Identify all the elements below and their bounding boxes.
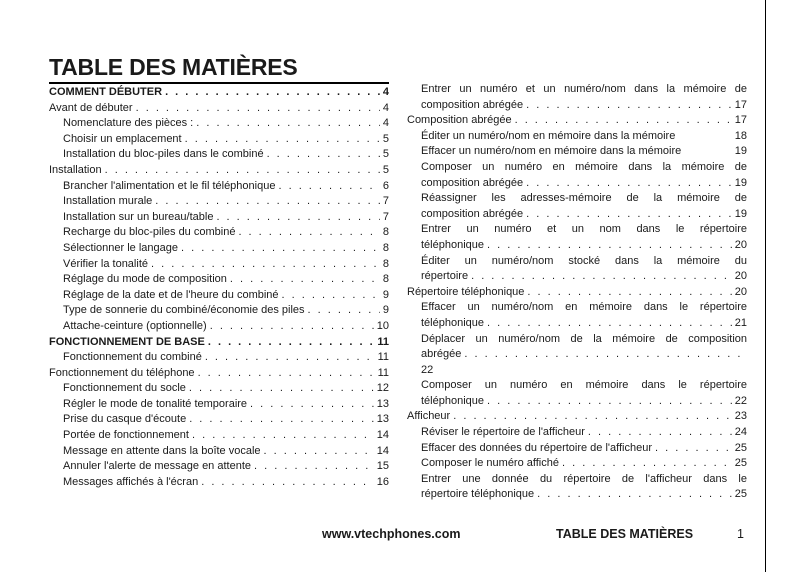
dot-leader xyxy=(155,194,380,210)
toc-entry-page: 14 xyxy=(376,444,389,457)
dot-leader xyxy=(264,444,374,460)
toc-entry[interactable] xyxy=(407,285,747,301)
toc-entry[interactable] xyxy=(49,194,389,210)
toc-entry[interactable] xyxy=(49,288,389,304)
toc-entry[interactable] xyxy=(49,116,389,132)
toc-entry[interactable] xyxy=(407,98,747,114)
toc-entry-page: 11 xyxy=(377,351,389,364)
toc-entry[interactable] xyxy=(407,441,747,457)
toc-entry-page: 7 xyxy=(382,210,389,223)
toc-entry[interactable] xyxy=(407,238,747,254)
title-underline xyxy=(49,82,389,84)
dot-leader xyxy=(537,487,732,503)
toc-entry[interactable] xyxy=(49,444,389,460)
dot-leader xyxy=(250,397,374,413)
toc-entry-text: abrégée xyxy=(421,348,462,361)
toc-entry-page: 8 xyxy=(382,241,389,254)
dot-leader xyxy=(278,179,379,195)
dot-leader xyxy=(527,285,731,301)
toc-entry-page: 19 xyxy=(734,145,747,158)
toc-entry-text: téléphonique xyxy=(421,238,485,251)
toc-entry-text: Fonctionnement du téléphone xyxy=(49,366,195,379)
toc-entry-page: 19 xyxy=(734,207,747,220)
toc-entry[interactable] xyxy=(407,487,747,503)
toc-entry-page: 14 xyxy=(376,429,389,442)
page-title: TABLE DES MATIÈRES xyxy=(49,54,298,80)
toc-entry-page: 22 xyxy=(421,363,434,376)
toc-entry-text: Éditer un numéro/nom en mémoire dans la mémoire xyxy=(421,129,676,142)
toc-entry-text: Effacer un numéro/nom en mémoire dans le répertoire xyxy=(421,301,747,314)
toc-entry-text: Sélectionner le langage xyxy=(63,241,178,254)
toc-entry-page: 13 xyxy=(376,413,389,426)
toc-entry[interactable] xyxy=(407,144,747,160)
toc-entry-text: Afficheur xyxy=(407,410,451,423)
toc-entry[interactable] xyxy=(407,176,747,192)
toc-entry-page: 5 xyxy=(382,132,389,145)
toc-entry-text: Avant de débuter xyxy=(49,101,133,114)
toc-entry-text: Portée de fonctionnement xyxy=(63,429,189,442)
toc-entry-text: Répertoire téléphonique xyxy=(407,285,525,298)
toc-entry[interactable] xyxy=(49,397,389,413)
toc-entry[interactable] xyxy=(49,459,389,475)
toc-entry-page: 9 xyxy=(382,288,389,301)
toc-entry-page: 20 xyxy=(734,238,747,251)
toc-entry-text: Composer un numéro en mémoire dans la mémoire de xyxy=(421,160,747,173)
toc-entry[interactable] xyxy=(49,225,389,241)
toc-entry-text: Composer un numéro en mémoire dans le répertoire xyxy=(421,379,747,392)
toc-entry[interactable] xyxy=(49,475,389,491)
toc-entry-text: Vérifier la tonalité xyxy=(63,257,148,270)
toc-entry-text: composition abrégée xyxy=(421,98,524,111)
dot-leader xyxy=(205,350,375,366)
dot-leader xyxy=(562,456,732,472)
toc-entry-page: 24 xyxy=(734,426,747,439)
toc-entry[interactable] xyxy=(49,366,389,382)
toc-entry-page: 19 xyxy=(734,176,747,189)
footer-section-title: TABLE DES MATIÈRES xyxy=(556,527,694,541)
toc-entry-text: Type de sonnerie du combiné/économie des piles xyxy=(63,304,305,317)
toc-entry-text: Réglage de la date et de l'heure du combiné xyxy=(63,288,279,301)
toc-entry-page: 9 xyxy=(382,304,389,317)
dot-leader xyxy=(185,132,380,148)
toc-entry-text: Réglage du mode de composition xyxy=(63,273,227,286)
toc-entry-text: répertoire téléphonique xyxy=(421,488,535,501)
toc-entry[interactable] xyxy=(49,381,389,397)
toc-entry-text: Installation murale xyxy=(63,195,153,208)
toc-entry-page: 6 xyxy=(382,179,389,192)
toc-entry-text: Prise du casque d'écoute xyxy=(63,413,187,426)
dot-leader xyxy=(487,316,732,332)
dot-leader xyxy=(216,210,379,226)
toc-entry-text: Effacer des données du répertoire de l'afficheur xyxy=(421,441,653,454)
toc-entry-page: 8 xyxy=(382,226,389,239)
toc-entry-page: 8 xyxy=(382,257,389,270)
toc-entry-text: Composer le numéro affiché xyxy=(421,457,559,470)
toc-entry[interactable] xyxy=(49,428,389,444)
toc-entry-page: 15 xyxy=(376,460,389,473)
toc-entry-page: 20 xyxy=(734,270,747,283)
toc-left-column xyxy=(49,85,389,490)
toc-entry-text: Entrer une donnée du répertoire de l'afficheur dans le xyxy=(421,472,747,485)
toc-entry-page: 4 xyxy=(382,86,389,98)
toc-entry[interactable] xyxy=(49,147,389,163)
toc-entry-page: 7 xyxy=(382,195,389,208)
toc-entry[interactable] xyxy=(407,129,747,145)
toc-entry-page: 4 xyxy=(382,101,389,114)
toc-entry-text: COMMENT DÉBUTER xyxy=(49,86,163,98)
toc-entry[interactable] xyxy=(49,335,389,351)
toc-entry-text: Installation xyxy=(49,163,102,176)
dot-leader xyxy=(196,116,380,132)
toc-entry-text: Composition abrégée xyxy=(407,114,512,127)
dot-leader xyxy=(198,366,375,382)
dot-leader xyxy=(105,163,380,179)
toc-entry-page: 25 xyxy=(734,488,747,501)
toc-entry[interactable] xyxy=(407,425,747,441)
toc-entry[interactable] xyxy=(407,347,747,363)
toc-entry-text: Entrer un numéro et un nom dans le répertoire xyxy=(421,223,747,236)
toc-entry-text: Installation sur un bureau/table xyxy=(63,210,214,223)
toc-entry-page: 11 xyxy=(377,366,389,379)
toc-entry[interactable] xyxy=(407,113,747,129)
toc-entry[interactable] xyxy=(49,132,389,148)
dot-leader xyxy=(267,147,380,163)
dot-leader xyxy=(208,335,375,351)
toc-entry[interactable] xyxy=(49,210,389,226)
toc-entry-text: composition abrégée xyxy=(421,176,524,189)
dot-leader xyxy=(136,101,380,117)
toc-entry[interactable] xyxy=(49,163,389,179)
toc-entry-page: 4 xyxy=(382,117,389,130)
dot-leader xyxy=(238,225,379,241)
toc-entry-text: Entrer un numéro et un numéro/nom dans la mémoire de xyxy=(421,83,747,95)
toc-entry-text: Messages affichés à l'écran xyxy=(63,475,199,488)
toc-entry-text: Choisir un emplacement xyxy=(63,132,182,145)
toc-entry-text: Éditer un numéro/nom stocké dans la mémoire du xyxy=(421,254,747,267)
toc-entry[interactable] xyxy=(49,241,389,257)
dot-leader xyxy=(189,381,374,397)
dot-leader xyxy=(526,98,732,114)
toc-entry[interactable] xyxy=(49,350,389,366)
dot-leader xyxy=(487,394,732,410)
toc-entry-text: Annuler l'alerte de message en attente xyxy=(63,460,251,473)
toc-entry[interactable] xyxy=(49,257,389,273)
toc-entry-page: 16 xyxy=(376,475,389,488)
toc-entry[interactable] xyxy=(407,207,747,223)
toc-entry-page: 8 xyxy=(382,273,389,286)
footer-url: www.vtechphones.com xyxy=(322,527,461,541)
toc-right-column xyxy=(407,82,747,503)
toc-entry[interactable] xyxy=(407,456,747,472)
dot-leader xyxy=(192,428,374,444)
toc-entry-page: 5 xyxy=(382,148,389,161)
toc-entry-text: Brancher l'alimentation et le fil téléphonique xyxy=(63,179,276,192)
toc-entry[interactable] xyxy=(49,412,389,428)
toc-entry-page: 11 xyxy=(377,335,389,348)
dot-leader xyxy=(308,303,380,319)
dot-leader xyxy=(526,176,732,192)
toc-entry-text: Attache-ceinture (optionnelle) xyxy=(63,319,207,332)
toc-entry-text: Message en attente dans la boîte vocale xyxy=(63,444,261,457)
dot-leader xyxy=(515,113,732,129)
dot-leader xyxy=(230,272,380,288)
dot-leader xyxy=(165,85,380,101)
toc-entry-page: 25 xyxy=(734,457,747,470)
toc-entry-text: composition abrégée xyxy=(421,207,524,220)
dot-leader xyxy=(189,412,374,428)
toc-entry[interactable] xyxy=(49,319,389,335)
toc-entry-text: Fonctionnement du socle xyxy=(63,382,186,395)
toc-entry-text: Réviser le répertoire de l'afficheur xyxy=(421,426,585,439)
dot-leader xyxy=(210,319,374,335)
toc-entry[interactable] xyxy=(407,316,747,332)
toc-entry-page: 23 xyxy=(734,410,747,423)
toc-entry-text: Fonctionnement du combiné xyxy=(63,351,202,364)
toc-entry-page: 13 xyxy=(376,397,389,410)
dot-leader xyxy=(282,288,380,304)
toc-entry-text: Installation du bloc-piles dans le combiné xyxy=(63,148,264,161)
toc-entry[interactable] xyxy=(49,179,389,195)
toc-entry-text: répertoire xyxy=(421,270,469,283)
dot-leader xyxy=(655,441,732,457)
toc-entry-page: 18 xyxy=(734,129,747,142)
toc-entry-page: 20 xyxy=(734,285,747,298)
toc-entry-page: 22 xyxy=(734,394,747,407)
toc-entry[interactable] xyxy=(49,101,389,117)
toc-entry-text: téléphonique xyxy=(421,316,485,329)
dot-leader xyxy=(201,475,374,491)
toc-entry-text: FONCTIONNEMENT DE BASE xyxy=(49,335,205,348)
toc-entry-page: 17 xyxy=(734,114,747,127)
toc-entry-text: Régler le mode de tonalité temporaire xyxy=(63,397,248,410)
toc-entry-text: téléphonique xyxy=(421,394,485,407)
dot-leader xyxy=(471,269,732,285)
toc-entry-page: 25 xyxy=(734,441,747,454)
page-edge-line xyxy=(765,0,766,572)
toc-entry-page: 5 xyxy=(382,163,389,176)
dot-leader xyxy=(487,238,732,254)
toc-entry-page: 17 xyxy=(734,98,747,111)
toc-entry[interactable] xyxy=(407,269,747,285)
toc-entry-text: Réassigner les adresses-mémoire de la mémoire de xyxy=(421,192,747,205)
dot-leader xyxy=(526,207,732,223)
dot-leader xyxy=(464,347,744,363)
footer-page-number: 1 xyxy=(737,527,744,541)
dot-leader xyxy=(254,459,374,475)
toc-entry-text: Recharge du bloc-piles du combiné xyxy=(63,226,236,239)
dot-leader xyxy=(588,425,732,441)
toc-entry[interactable] xyxy=(49,85,389,101)
toc-entry-page: 10 xyxy=(376,319,389,332)
toc-entry-text: Déplacer un numéro/nom de la mémoire de composition xyxy=(421,332,747,345)
toc-entry[interactable] xyxy=(49,303,389,319)
toc-entry[interactable] xyxy=(407,409,747,425)
dot-leader xyxy=(453,409,732,425)
toc-entry-text: Nomenclature des pièces : xyxy=(63,117,194,130)
toc-entry-page: 12 xyxy=(376,382,389,395)
toc-entry[interactable] xyxy=(49,272,389,288)
toc-entry-text: Effacer un numéro/nom en mémoire dans la mémoire xyxy=(421,145,682,158)
dot-leader xyxy=(181,241,380,257)
dot-leader xyxy=(151,257,380,273)
toc-entry-page: 21 xyxy=(734,316,747,329)
toc-entry[interactable] xyxy=(407,394,747,410)
